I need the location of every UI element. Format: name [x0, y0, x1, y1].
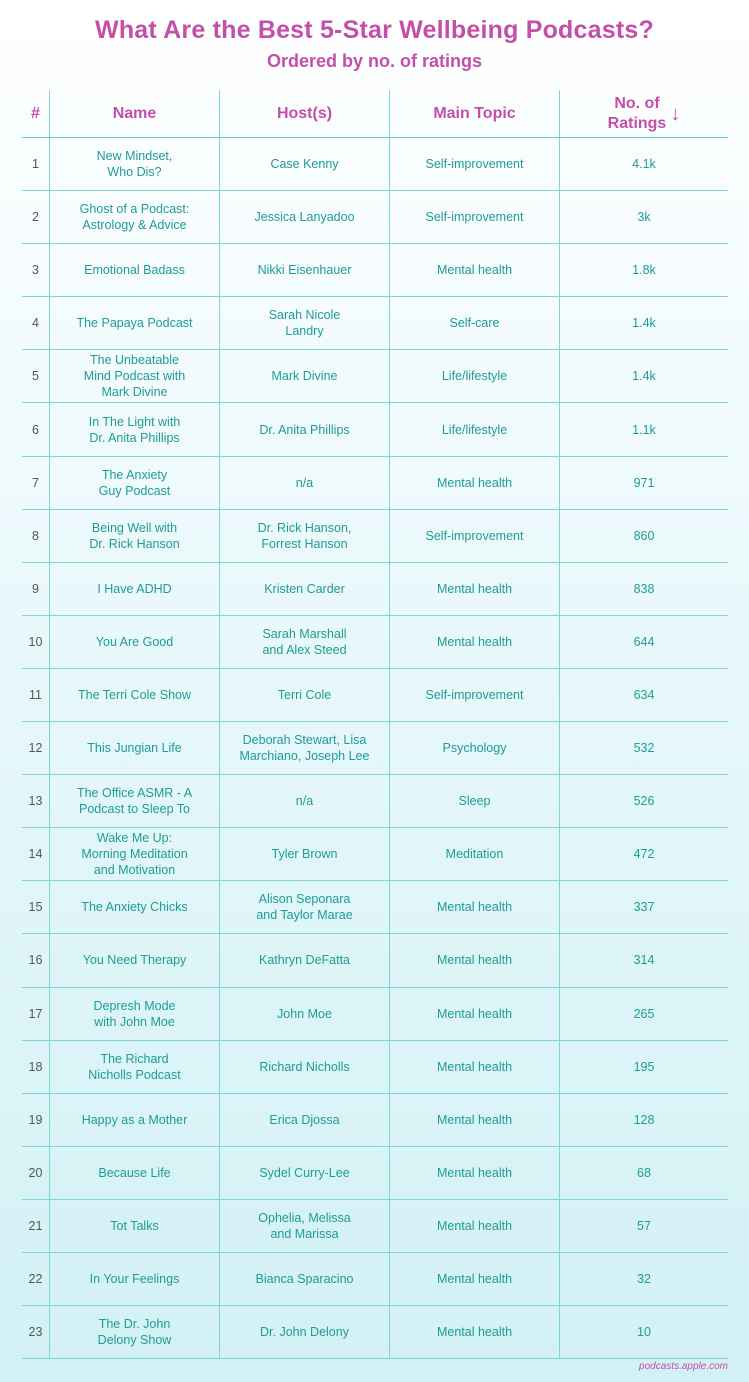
cell-ratings: 644: [633, 634, 655, 649]
cell-topic: Self-improvement: [390, 138, 560, 190]
header-ratings: [560, 90, 728, 137]
cell-host: Dr. John Delony: [220, 1306, 390, 1358]
cell-name: The Papaya Podcast: [50, 297, 220, 349]
cell-ratings: 1.8k: [632, 263, 656, 278]
table-row: [22, 457, 728, 510]
header-topic: Main Topic: [390, 90, 560, 137]
cell-host: Dr. Anita Phillips: [220, 403, 390, 455]
page-title: What Are the Best 5-Star Wellbeing Podcasts?: [95, 16, 654, 44]
table-row: [22, 1200, 728, 1253]
cell-name: Happy as a Mother: [50, 1094, 220, 1146]
cell-ratings: 3k: [637, 210, 651, 225]
cell-topic: Psychology: [390, 722, 560, 774]
cell-topic: Mental health: [390, 1041, 560, 1093]
table-row: [22, 616, 728, 669]
cell-host: Alison Seponara and Taylor Marae: [220, 881, 390, 933]
cell-num: 12: [22, 722, 50, 774]
cell-host: John Moe: [220, 988, 390, 1040]
table-row: [22, 138, 728, 191]
header-ratings-label: No. of Ratings: [607, 94, 667, 132]
cell-topic: Self-care: [390, 297, 560, 349]
cell-num: 16: [22, 934, 50, 986]
header-name: Name: [50, 90, 220, 137]
cell-host: Tyler Brown: [220, 828, 390, 880]
table-row: [22, 563, 728, 616]
cell-host: Sarah Marshall and Alex Steed: [220, 616, 390, 668]
cell-topic: Life/lifestyle: [390, 350, 560, 402]
cell-num: 13: [22, 775, 50, 827]
cell-topic: Mental health: [390, 1147, 560, 1199]
cell-num: 19: [22, 1094, 50, 1146]
cell-num: 18: [22, 1041, 50, 1093]
cell-host: Jessica Lanyadoo: [220, 191, 390, 243]
cell-host: Kristen Carder: [220, 563, 390, 615]
cell-ratings: 10: [637, 1325, 651, 1340]
cell-topic: Self-improvement: [390, 510, 560, 562]
cell-host: Richard Nicholls: [220, 1041, 390, 1093]
cell-host: n/a: [220, 457, 390, 509]
cell-topic: Mental health: [390, 1253, 560, 1305]
cell-ratings: 1.1k: [632, 422, 656, 437]
table-row: [22, 1306, 728, 1359]
table-row: [22, 1041, 728, 1094]
cell-ratings: 314: [633, 953, 655, 968]
cell-num: 21: [22, 1200, 50, 1252]
cell-topic: Meditation: [390, 828, 560, 880]
table-row: [22, 669, 728, 722]
cell-num: 3: [22, 244, 50, 296]
cell-num: 9: [22, 563, 50, 615]
cell-ratings: 337: [633, 900, 655, 915]
cell-topic: Mental health: [390, 881, 560, 933]
table-row: [22, 881, 728, 934]
cell-num: 17: [22, 988, 50, 1040]
cell-ratings: 472: [633, 847, 655, 862]
cell-num: 22: [22, 1253, 50, 1305]
cell-name: You Need Therapy: [50, 934, 220, 986]
cell-ratings: 128: [633, 1112, 655, 1127]
cell-host: Erica Djossa: [220, 1094, 390, 1146]
cell-num: 5: [22, 350, 50, 402]
cell-num: 6: [22, 403, 50, 455]
cell-topic: Mental health: [390, 934, 560, 986]
cell-num: 7: [22, 457, 50, 509]
cell-ratings: 68: [637, 1165, 651, 1180]
cell-name: The Terri Cole Show: [50, 669, 220, 721]
cell-host: Dr. Rick Hanson, Forrest Hanson: [220, 510, 390, 562]
cell-ratings: 1.4k: [632, 369, 656, 384]
cell-host: Deborah Stewart, Lisa Marchiano, Joseph Lee: [220, 722, 390, 774]
table-row: [22, 510, 728, 563]
cell-name: Tot Talks: [50, 1200, 220, 1252]
cell-name: In Your Feelings: [50, 1253, 220, 1305]
cell-topic: Mental health: [390, 563, 560, 615]
table-body: [22, 138, 728, 1359]
cell-topic: Mental health: [390, 244, 560, 296]
table-row: [22, 244, 728, 297]
cell-ratings: 1.4k: [632, 316, 656, 331]
cell-num: 20: [22, 1147, 50, 1199]
cell-host: Sarah Nicole Landry: [220, 297, 390, 349]
cell-num: 23: [22, 1306, 50, 1358]
cell-topic: Sleep: [390, 775, 560, 827]
cell-host: Mark Divine: [220, 350, 390, 402]
cell-host: Sydel Curry-Lee: [220, 1147, 390, 1199]
cell-num: 1: [22, 138, 50, 190]
cell-ratings: 838: [633, 581, 655, 596]
podcast-table: [22, 90, 728, 1359]
table-row: [22, 297, 728, 350]
cell-num: 2: [22, 191, 50, 243]
source-credit: podcasts.apple.com: [639, 1361, 728, 1372]
cell-name: Depresh Mode with John Moe: [50, 988, 220, 1040]
cell-ratings: 971: [633, 475, 655, 490]
cell-ratings: 32: [637, 1272, 651, 1287]
cell-name: In The Light with Dr. Anita Phillips: [50, 403, 220, 455]
cell-ratings: 4.1k: [632, 157, 656, 172]
cell-name: Being Well with Dr. Rick Hanson: [50, 510, 220, 562]
cell-topic: Mental health: [390, 457, 560, 509]
cell-name: Ghost of a Podcast: Astrology & Advice: [50, 191, 220, 243]
table-row: [22, 722, 728, 775]
cell-num: 4: [22, 297, 50, 349]
cell-name: The Anxiety Guy Podcast: [50, 457, 220, 509]
cell-name: Emotional Badass: [50, 244, 220, 296]
table-row: [22, 350, 728, 403]
cell-ratings: 195: [633, 1059, 655, 1074]
cell-topic: Self-improvement: [390, 191, 560, 243]
cell-ratings: 634: [633, 687, 655, 702]
table-row: [22, 828, 728, 881]
arrow-down-icon: ↓: [670, 102, 681, 125]
cell-num: 15: [22, 881, 50, 933]
cell-name: Because Life: [50, 1147, 220, 1199]
cell-ratings: 526: [633, 794, 655, 809]
table-row: [22, 403, 728, 456]
cell-host: Ophelia, Melissa and Marissa: [220, 1200, 390, 1252]
table-row: [22, 1094, 728, 1147]
cell-name: New Mindset, Who Dis?: [50, 138, 220, 190]
cell-host: Bianca Sparacino: [220, 1253, 390, 1305]
cell-name: This Jungian Life: [50, 722, 220, 774]
cell-host: Nikki Eisenhauer: [220, 244, 390, 296]
cell-name: The Dr. John Delony Show: [50, 1306, 220, 1358]
table-row: [22, 191, 728, 244]
cell-host: n/a: [220, 775, 390, 827]
table-row: [22, 934, 728, 987]
header-num: #: [22, 90, 50, 137]
cell-num: 8: [22, 510, 50, 562]
cell-name: The Office ASMR - A Podcast to Sleep To: [50, 775, 220, 827]
cell-name: You Are Good: [50, 616, 220, 668]
table-row: [22, 1147, 728, 1200]
cell-host: Case Kenny: [220, 138, 390, 190]
cell-topic: Mental health: [390, 1306, 560, 1358]
cell-topic: Mental health: [390, 616, 560, 668]
cell-topic: Life/lifestyle: [390, 403, 560, 455]
cell-host: Kathryn DeFatta: [220, 934, 390, 986]
cell-ratings: 532: [633, 741, 655, 756]
cell-ratings: 265: [633, 1006, 655, 1021]
cell-num: 11: [22, 669, 50, 721]
page-subtitle: Ordered by no. of ratings: [266, 51, 483, 71]
cell-num: 14: [22, 828, 50, 880]
cell-name: The Anxiety Chicks: [50, 881, 220, 933]
table-row: [22, 1253, 728, 1306]
cell-topic: Mental health: [390, 1200, 560, 1252]
table-row: [22, 775, 728, 828]
cell-ratings: 860: [633, 528, 655, 543]
cell-name: The Unbeatable Mind Podcast with Mark Divine: [50, 350, 220, 402]
cell-name: I Have ADHD: [50, 563, 220, 615]
cell-num: 10: [22, 616, 50, 668]
cell-ratings: 57: [637, 1218, 651, 1233]
table-header-row: [22, 90, 728, 138]
cell-name: The Richard Nicholls Podcast: [50, 1041, 220, 1093]
header-host: Host(s): [220, 90, 390, 137]
cell-host: Terri Cole: [220, 669, 390, 721]
cell-topic: Mental health: [390, 1094, 560, 1146]
cell-topic: Mental health: [390, 988, 560, 1040]
cell-topic: Self-improvement: [390, 669, 560, 721]
cell-name: Wake Me Up: Morning Meditation and Motivation: [50, 828, 220, 880]
table-row: [22, 988, 728, 1041]
